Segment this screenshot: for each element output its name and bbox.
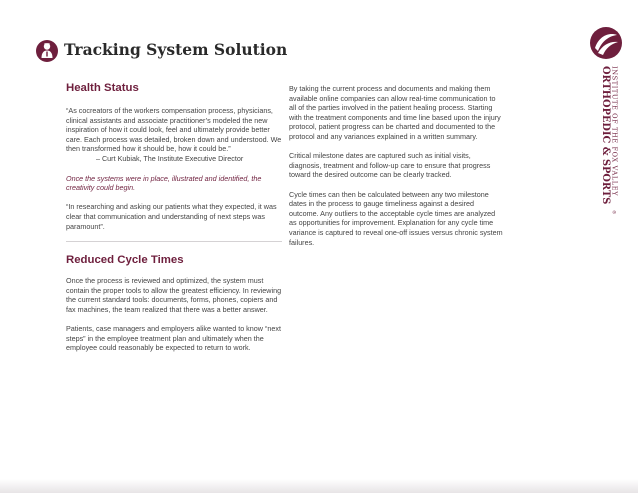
worker-badge-icon bbox=[36, 40, 58, 62]
patient-research-quote: “In researching and asking our patients what they expected, it was clear that communication and understanding of next steps was paramount”. bbox=[66, 202, 277, 231]
right-column bbox=[289, 84, 503, 257]
right-paragraph-2: Critical milestone dates are captured such as initial visits, diagnosis, treatment and follow-up care to ensure that progress toward the desired outcome can be clearly tracked. bbox=[289, 151, 491, 180]
left-column bbox=[66, 82, 282, 362]
institute-logo-wordmark bbox=[583, 64, 623, 214]
right-paragraph-1: By taking the current process and documents and making them available online companies can allow real-time communication to all of the parties involved in the patient healing process. Starting with the treatment components and time line based upon the injury protocol, patient progress can be charted and documented to the protocol and any variances explained in a written summary. bbox=[289, 84, 501, 141]
reduced-cycle-paragraph-2: Patients, case managers and employers alike wanted to know “next steps” in the employee treatment plan and ultimately when the employee could reasonably be expected to return to work. bbox=[66, 324, 281, 353]
reduced-cycle-heading: Reduced Cycle Times bbox=[66, 254, 184, 267]
logo-line-2: INSTITUTE OF THE FOX VALLEY bbox=[610, 66, 619, 197]
emphasis-statement: Once the systems were in place, illustrated and identified, the creativity could begin. bbox=[66, 173, 262, 193]
executive-quote: “As cocreators of the workers compensation process, physicians, clinical assistants and associate practitioner’s modeled the new inspiration of how it could look, feel and ultimately provide better care. Each process was detailed, broken down and understood. We then transformed how it should be, how it could be.” bbox=[66, 106, 282, 154]
right-paragraph-3: Cycle times can then be calculated between any two milestone dates in the process to gauge timeliness against a desired outcome. Any outliers to the acceptable cycle times are analyzed as opportunities for improvement. Explanation for any cycle time variance is captured to reveal one-off issues versus chronic system failures. bbox=[289, 189, 503, 247]
logo-trademark: ® bbox=[610, 210, 616, 214]
logo-line-1: ORTHOPEDIC & SPORTS bbox=[600, 66, 611, 205]
health-status-heading: Health Status bbox=[66, 82, 139, 94]
page-title: Tracking System Solution bbox=[64, 40, 288, 59]
section-divider bbox=[66, 241, 282, 242]
reduced-cycle-paragraph-1: Once the process is reviewed and optimized, the system must contain the proper tools to allow the greatest efficiency. In reviewing the current standard tools: documents, forms, phones, copiers and fax machines, the team realized that there was a better answer. bbox=[66, 276, 282, 314]
quote-attribution: – Curt Kubiak, The Institute Executive Director bbox=[96, 153, 244, 163]
institute-logo-icon bbox=[589, 26, 623, 60]
